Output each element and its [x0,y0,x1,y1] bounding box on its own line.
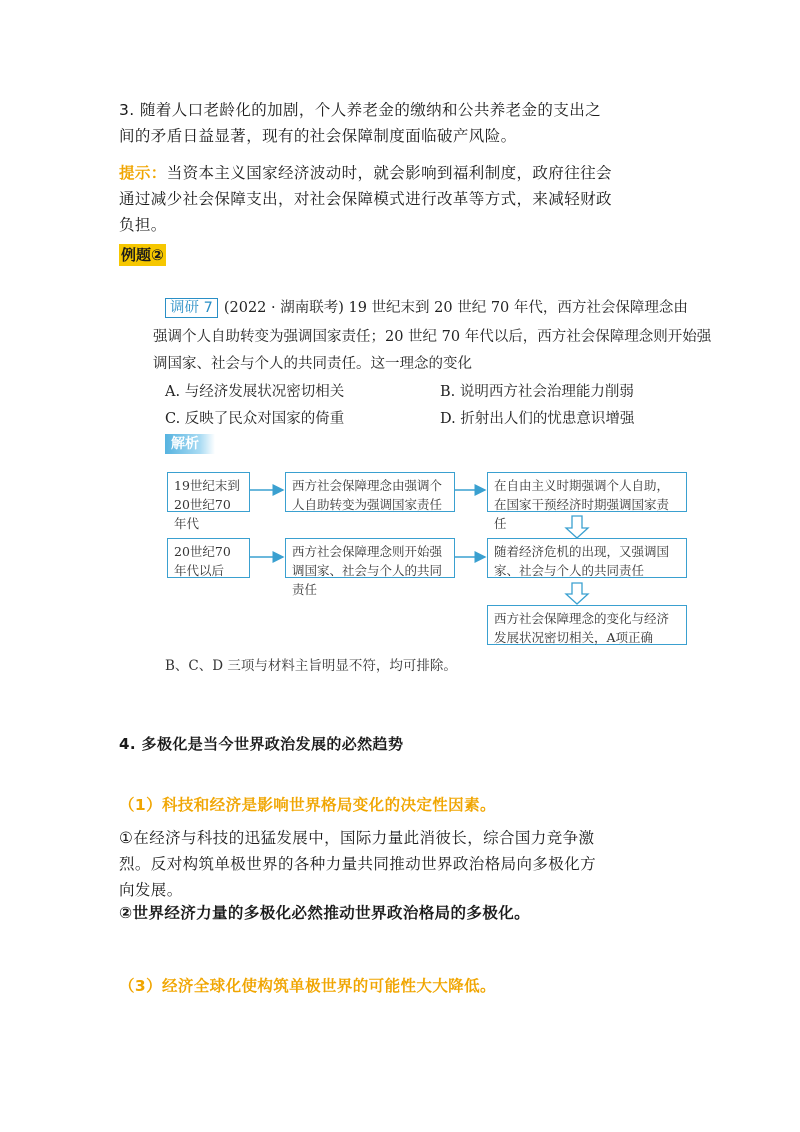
hint-line1: 当资本主义国家经济波动时，就会影响到福利制度，政府往往会 [166,164,612,182]
hint-line2: 通过减少社会保障支出，对社会保障模式进行改革等方式，来减轻财政 [119,190,612,208]
flow-box-period1: 19世纪末到20世纪70年代 [167,472,250,512]
research-tag: 调研 7 [165,298,218,318]
analysis-tag: 解析 [165,434,215,454]
hint-line3: 负担。 [119,216,167,234]
hint-label: 提示： [119,164,167,182]
hint-paragraph [119,160,689,238]
question-line3: 调国家、社会与个人的共同责任。这一理念的变化 [153,356,472,372]
section4-sub3: （3）经济全球化使构筑单极世界的可能性大大降低。 [119,977,496,995]
question-line2: 强调个人自助转变为强调国家责任；20 世纪 70 年代以后，西方社会保障理念则开始强 [153,329,712,345]
flow-box-explain1: 在自由主义时期强调个人自助，在国家干预经济时期强调国家责任 [487,472,687,512]
option-a: A. 与经济发展状况密切相关 [165,384,345,400]
flow-box-idea2: 西方社会保障理念则开始强调国家、社会与个人的共同责任 [285,538,455,578]
section4-point1 [119,825,689,903]
section3-line2: 间的矛盾日益显著，现有的社会保障制度面临破产风险。 [119,127,517,145]
point1-line3: 向发展。 [119,881,183,899]
section3-text [119,97,689,149]
question-conclusion: B、C、D 三项与材料主旨明显不符，均可排除。 [165,658,457,674]
section4-heading: 4. 多极化是当今世界政治发展的必然趋势 [119,735,404,753]
flow-box-idea1: 西方社会保障理念由强调个人自助转变为强调国家责任 [285,472,455,512]
example-label: 例题② [121,246,164,264]
flow-box-conclusion: 西方社会保障理念的变化与经济发展状况密切相关，A项正确 [487,605,687,645]
flow-box-period2: 20世纪70年代以后 [167,538,250,578]
option-c: C. 反映了民众对国家的倚重 [165,411,345,427]
point1-line2: 烈。反对构筑单极世界的各种力量共同推动世界政治格局向多极化方 [119,855,597,873]
point1-line1: ①在经济与科技的迅猛发展中，国际力量此消彼长，综合国力竞争激 [119,829,595,847]
section3-line1: 3. 随着人口老龄化的加剧，个人养老金的缴纳和公共养老金的支出之 [119,101,602,119]
down-arrow-3-6 [566,516,588,538]
question-block [153,296,712,676]
option-b: B. 说明西方社会治理能力削弱 [440,384,634,400]
question-line1-text: (2022 · 湖南联考) 19 世纪末到 20 世纪 70 年代，西方社会保障理念由 [223,300,688,316]
option-d: D. 折射出人们的忧患意识增强 [440,411,635,427]
section4-sub1: （1）科技和经济是影响世界格局变化的决定性因素。 [119,796,496,814]
down-arrow-6-7 [566,583,588,604]
flow-box-explain2: 随着经济危机的出现，又强调国家、社会与个人的共同责任 [487,538,687,578]
section4-point2: ②世界经济力量的多极化必然推动世界政治格局的多极化。 [119,904,531,922]
